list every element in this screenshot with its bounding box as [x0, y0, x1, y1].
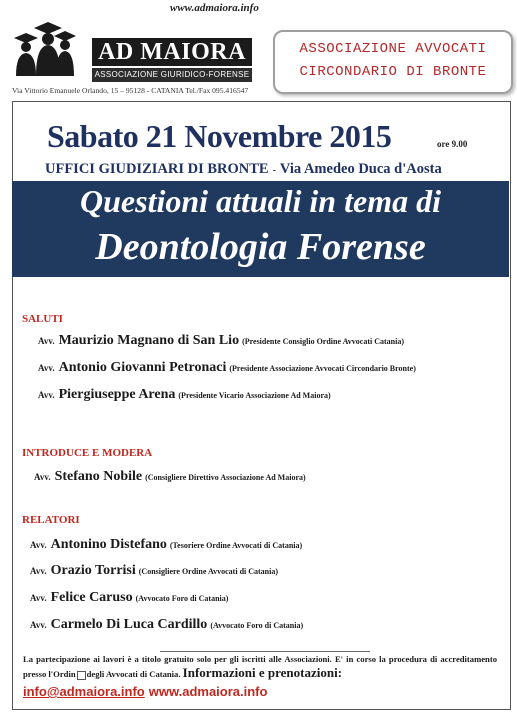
event-time: ore 9.00	[437, 139, 468, 149]
association-line-1: ASSOCIAZIONE AVVOCATI	[299, 41, 487, 57]
title-line-2: Deontologia Forense	[95, 226, 426, 268]
person-prefix: Avv.	[30, 540, 47, 550]
person-prefix: Avv.	[34, 472, 51, 482]
person-prefix: Avv.	[38, 336, 55, 346]
person-role: (Consigliere Ordine Avvocati di Catania)	[138, 567, 279, 576]
person-name: Orazio Torrisi	[50, 563, 136, 578]
contacts	[23, 683, 267, 701]
venue-name: UFFICI GIUDIZIARI DI BRONTE	[45, 161, 269, 177]
person-name: Felice Caruso	[50, 590, 133, 605]
person-name: Carmelo Di Luca Cardillo	[50, 617, 208, 632]
relatori-heading: RELATORI	[22, 514, 80, 526]
person-prefix: Avv.	[30, 566, 47, 576]
footer-text-1: La partecipazione ai lavori è a titolo gratuito solo per gli iscritti alle Associazioni. E' in corso la procedura di accreditamento presso l'Ordin	[23, 654, 497, 679]
person-name: Antonio Giovanni Petronaci	[58, 360, 227, 375]
external-link-icon	[77, 671, 86, 680]
saluti-person	[38, 385, 331, 403]
event-date: Sabato 21 Novembre 2015	[47, 118, 392, 154]
association-box	[273, 30, 513, 94]
info-label: Informazioni e prenotazioni:	[182, 665, 343, 680]
person-prefix: Avv.	[30, 593, 47, 603]
saluti-person	[38, 358, 416, 376]
introduce-person	[34, 467, 306, 485]
saluti-person	[38, 331, 404, 349]
person-name: Maurizio Magnano di San Lio	[58, 333, 240, 348]
relatori-person	[30, 588, 228, 606]
ad-maiora-logo	[8, 16, 263, 82]
person-role: (Presidente Consiglio Ordine Avvocati Catania)	[242, 337, 404, 346]
logo-title: AD MAIORA	[92, 38, 252, 66]
email-link[interactable]: info@admaiora.info	[23, 684, 145, 699]
relatori-person	[30, 615, 303, 633]
venue-separator: -	[272, 165, 276, 176]
relatori-person	[30, 535, 302, 553]
person-role: (Presidente Vicario Associazione Ad Maiora)	[178, 391, 331, 400]
person-name: Antonino Distefano	[50, 537, 167, 552]
person-role: (Tesoriere Ordine Avvocati di Catania)	[169, 541, 303, 550]
introduce-heading: INTRODUCE E MODERA	[22, 447, 153, 459]
footer-notice	[23, 652, 497, 681]
association-line-2: CIRCONDARIO DI BRONTE	[299, 64, 487, 80]
person-name: Piergiuseppe Arena	[58, 387, 176, 402]
person-prefix: Avv.	[30, 620, 47, 630]
person-role: (Presidente Associazione Avvocati Circondario Bronte)	[229, 364, 416, 373]
title-banner	[12, 181, 509, 277]
logo-subtitle: ASSOCIAZIONE GIURIDICO-FORENSE	[92, 68, 252, 82]
relatori-person	[30, 561, 278, 579]
person-role: (Consigliere Direttivo Associazione Ad Maiora)	[145, 473, 306, 482]
website-link[interactable]: www.admaiora.info	[148, 684, 268, 699]
person-role: (Avvocato Foro di Catania)	[135, 594, 229, 603]
event-venue	[45, 161, 442, 178]
person-role: (Avvocato Foro di Catania)	[210, 621, 304, 630]
logo-url: www.admaiora.info	[170, 2, 259, 14]
person-prefix: Avv.	[38, 390, 55, 400]
person-prefix: Avv.	[38, 363, 55, 373]
title-line-1: Questioni attuali in tema di	[80, 183, 441, 219]
address: Via Vittorio Emanuele Orlando, 15 – 95128 - CATANIA Tel./Fax 095.416547	[12, 86, 249, 95]
footer-text-2: degli Avvocati di Catania.	[86, 669, 181, 679]
graduates-icon	[8, 16, 78, 76]
venue-street: Via Amedeo Duca d'Aosta	[279, 161, 442, 177]
saluti-heading: SALUTI	[22, 313, 63, 325]
person-name: Stefano Nobile	[54, 469, 143, 484]
